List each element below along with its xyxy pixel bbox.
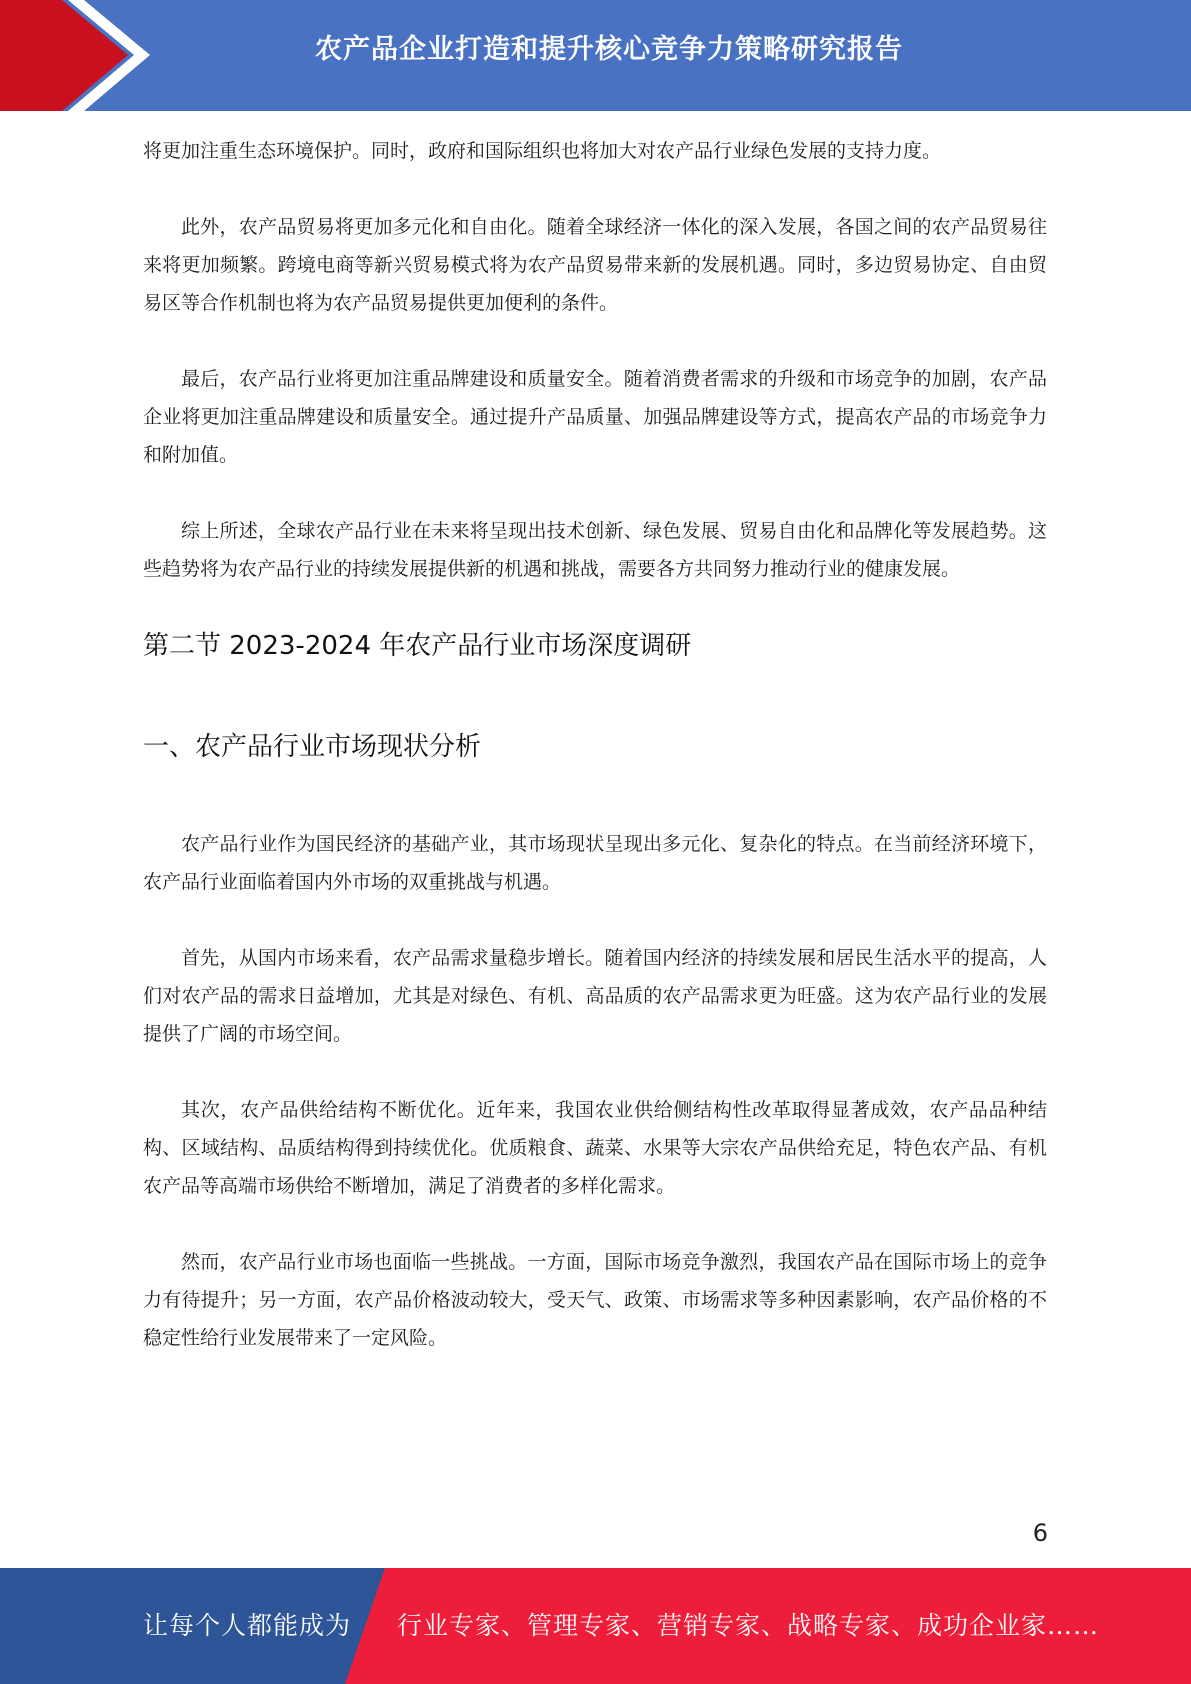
paragraph-8: 然而，农产品行业市场也面临一些挑战。一方面，国际市场竞争激烈，我国农产品在国际市场上的竞争力有待提升；另一方面，农产品价格波动较大，受天气、政策、市场需求等多种因素影响，农产品价格的不稳定性给行业发展带来了一定风险。 [143,1251,1047,1349]
page-header [0,0,1191,111]
footer-slogan-left: 让每个人都能成为 [143,1611,352,1640]
report-title: 农产品企业打造和提升核心竞争力策略研究报告 [315,34,903,65]
paragraph-6: 首先，从国内市场来看，农产品需求量稳步增长。随着国内经济的持续发展和居民生活水平的提高，人们对农产品的需求日益增加，尤其是对绿色、有机、高品质的农产品需求更为旺盛。这为农产品行业的发展提供了广阔的市场空间。 [143,947,1047,1045]
subsection-title: 一、农产品行业市场现状分析 [143,732,482,762]
paragraph-4: 综上所述，全球农产品行业在未来将呈现出技术创新、绿色发展、贸易自由化和品牌化等发展趋势。这些趋势将为农产品行业的持续发展提供新的机遇和挑战，需要各方共同努力推动行业的健康发展。 [143,520,1047,580]
document-body [143,132,1047,1395]
page-number: 6 [1032,1519,1048,1547]
paragraph-7: 其次，农产品供给结构不断优化。近年来，我国农业供给侧结构性改革取得显著成效，农产品品种结构、区域结构、品质结构得到持续优化。优质粮食、蔬菜、水果等大宗农产品供给充足，特色农产品、有机农产品等高端市场供给不断增加，满足了消费者的多样化需求。 [143,1099,1047,1197]
footer-slogan-right: 行业专家、管理专家、营销专家、战略专家、成功企业家…… [397,1611,1100,1640]
section-title: 第二节 2023-2024 年农产品行业市场深度调研 [143,631,692,661]
page-footer [0,1568,1191,1684]
paragraph-5: 农产品行业作为国民经济的基础产业，其市场现状呈现出多元化、复杂化的特点。在当前经济环境下，农产品行业面临着国内外市场的双重挑战与机遇。 [143,833,1047,893]
paragraph-3: 最后，农产品行业将更加注重品牌建设和质量安全。随着消费者需求的升级和市场竞争的加剧，农产品企业将更加注重品牌建设和质量安全。通过提升产品质量、加强品牌建设等方式，提高农产品的市场竞争力和附加值。 [143,368,1047,466]
paragraph-2: 此外，农产品贸易将更加多元化和自由化。随着全球经济一体化的深入发展，各国之间的农产品贸易往来将更加频繁。跨境电商等新兴贸易模式将为农产品贸易带来新的发展机遇。同时，多边贸易协定、自由贸易区等合作机制也将为农产品贸易提供更加便利的条件。 [143,216,1047,314]
paragraph-1: 将更加注重生态环境保护。同时，政府和国际组织也将加大对农产品行业绿色发展的支持力度。 [143,140,942,162]
